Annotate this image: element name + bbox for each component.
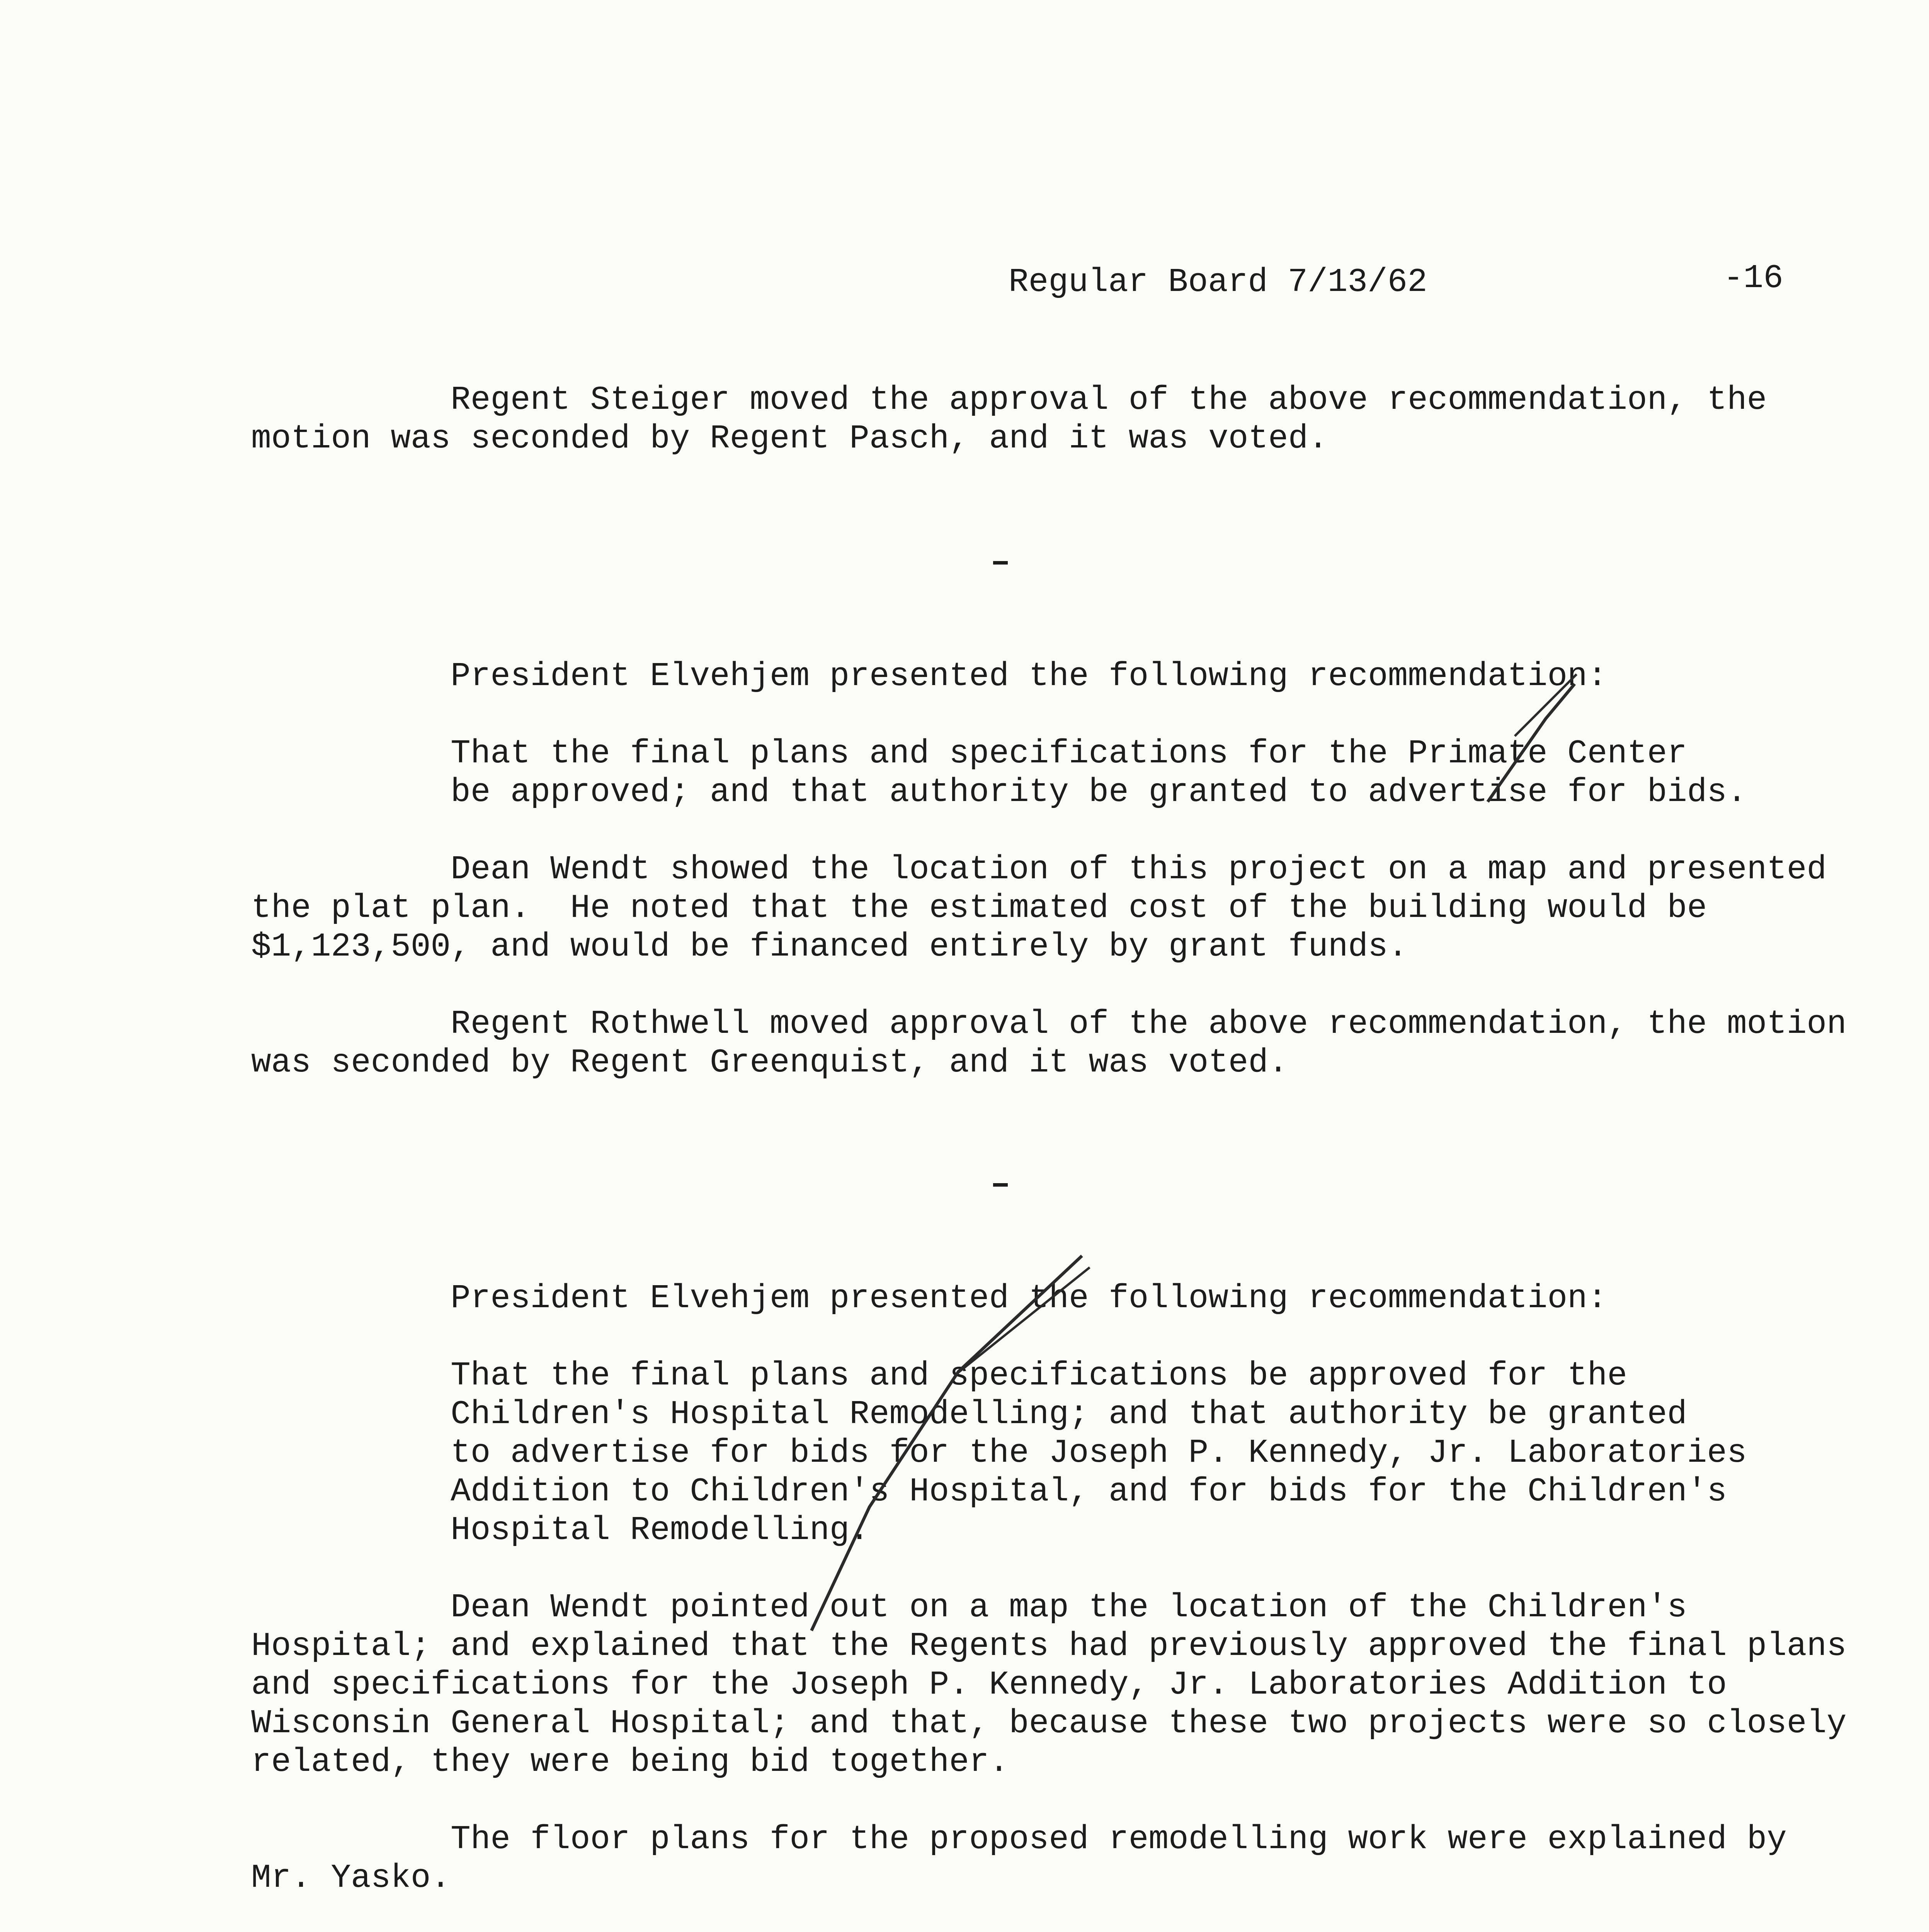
discussion-line: $1,123,500, and would be financed entirely by grant funds. — [251, 928, 1408, 966]
recommendation-line: That the final plans and specifications for the Primate Center — [251, 735, 1687, 772]
recommendation-line: to advertise for bids for the Joseph P. Kennedy, Jr. Laboratories — [251, 1434, 1747, 1472]
discussion-line: Dean Wendt showed the location of this project on a map and presented — [251, 850, 1827, 888]
recommendation-intro: President Elvehjem presented the following recommendation: — [251, 1279, 1608, 1317]
recommendation-intro: President Elvehjem presented the following recommendation: — [251, 657, 1608, 695]
section-divider — [993, 1183, 1008, 1187]
discussion-line: Wisconsin General Hospital; and that, because these two projects were so closely — [251, 1704, 1847, 1742]
recommendation-line: Children's Hospital Remodelling; and that authority be granted — [251, 1395, 1687, 1433]
header-title: Regular Board 7/13/62 — [1009, 263, 1427, 301]
floor-plans-line: The floor plans for the proposed remodelling work were explained by — [251, 1820, 1787, 1858]
floor-plans-line: Mr. Yasko. — [251, 1859, 451, 1897]
discussion-line: Dean Wendt pointed out on a map the location of the Children's — [251, 1588, 1687, 1626]
paragraph-line: motion was seconded by Regent Pasch, and it was voted. — [251, 420, 1328, 457]
header-page-ref: -16 — [1723, 259, 1783, 297]
section-divider — [993, 561, 1008, 565]
discussion-line: the plat plan. He noted that the estimated cost of the building would be — [251, 889, 1707, 927]
discussion-line: related, they were being bid together. — [251, 1743, 1009, 1781]
discussion-line: Hospital; and explained that the Regents had previously approved the final plans — [251, 1627, 1847, 1665]
recommendation-line: be approved; and that authority be granted to advertise for bids. — [251, 773, 1747, 811]
recommendation-line: Hospital Remodelling. — [251, 1511, 869, 1549]
discussion-line: and specifications for the Joseph P. Kennedy, Jr. Laboratories Addition to — [251, 1666, 1727, 1704]
motion-line: Regent Rothwell moved approval of the above recommendation, the motion — [251, 1005, 1847, 1043]
recommendation-line: Addition to Children's Hospital, and for bids for the Children's — [251, 1473, 1727, 1510]
recommendation-line: That the final plans and specifications be approved for the — [251, 1357, 1627, 1395]
paragraph-line: Regent Steiger moved the approval of the above recommendation, the — [251, 381, 1767, 419]
motion-line: was seconded by Regent Greenquist, and it was voted. — [251, 1044, 1288, 1082]
